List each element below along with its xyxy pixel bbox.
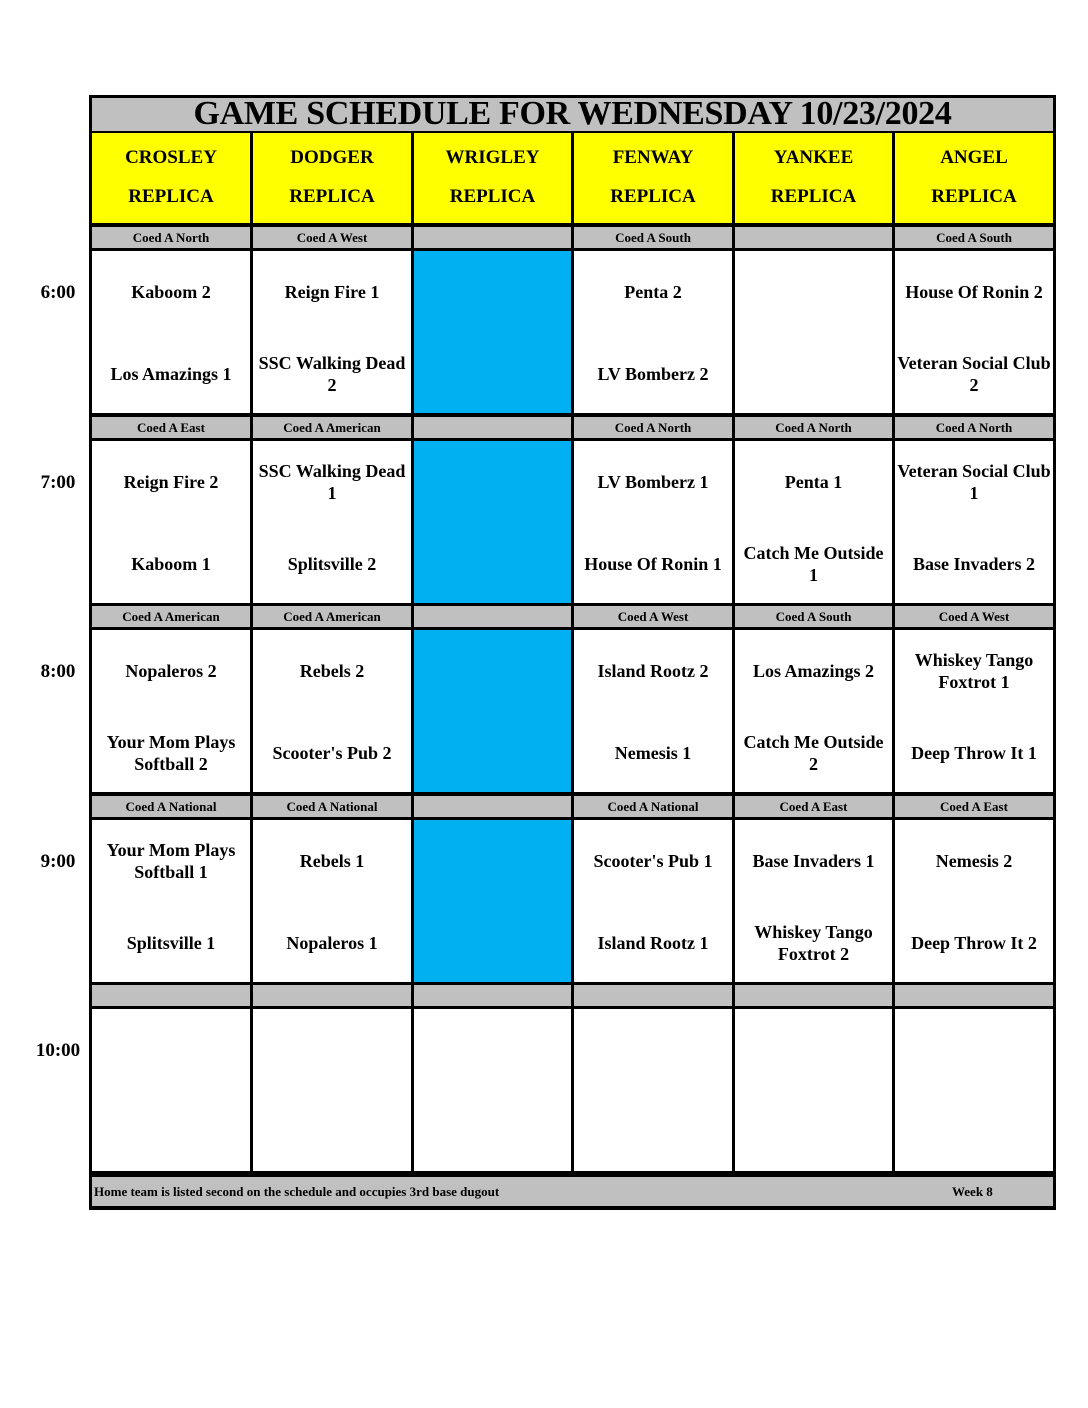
division-label: Coed A South [735,606,892,627]
game-cell [895,251,1053,413]
game-cell [92,820,250,982]
time-label: 6:00 [40,282,76,303]
away-team: Penta 1 [784,472,843,493]
division-label: Coed A East [735,796,892,817]
division-label: Coed A South [895,227,1053,248]
game-cell [574,441,732,603]
game-cell [735,251,892,413]
home-team: Nopaleros 1 [286,933,378,954]
game-cell [895,820,1053,982]
division-label [574,985,732,1006]
away-team: Veteran Social Club 1 [897,461,1051,503]
game-cell [574,630,732,792]
field-subtitle: REPLICA [931,185,1017,207]
game-cell [414,1009,571,1171]
home-team: Splitsville 2 [287,554,377,575]
closed-field-block [414,441,571,603]
game-cell [253,1009,411,1171]
field-subtitle: REPLICA [289,185,375,207]
game-cell [574,1009,732,1171]
away-team [895,1015,1053,1087]
footer-bar [92,1177,1053,1206]
field-name: DODGER [290,147,374,168]
away-team: Nemesis 2 [935,851,1013,872]
game-cell [574,251,732,413]
home-team: Island Rootz 1 [597,933,709,954]
away-team: Reign Fire 2 [123,472,219,493]
division-label [414,796,571,817]
division-label: Coed A East [92,417,250,438]
division-label [414,985,571,1006]
division-label [414,417,571,438]
game-cell [253,441,411,603]
game-cell [735,820,892,982]
home-team: LV Bomberz 2 [597,364,709,385]
division-label: Coed A West [253,227,411,248]
field-header-yankee [735,133,892,223]
away-team [253,1015,411,1087]
home-team [895,1093,1053,1173]
home-team [574,1093,732,1173]
home-team: SSC Walking Dead 2 [258,353,406,395]
game-cell [92,1009,250,1171]
home-team: Splitsville 1 [126,933,216,954]
field-header-angel [895,133,1053,223]
home-team: Los Amazings 1 [110,364,232,385]
game-cell [92,630,250,792]
game-cell [895,1009,1053,1171]
field-subtitle: REPLICA [770,185,857,207]
division-label [414,606,571,627]
division-label: Coed A North [895,417,1053,438]
away-team: House Of Ronin 2 [905,282,1043,303]
division-label: Coed A North [92,227,250,248]
division-label: Coed A West [574,606,732,627]
home-team: Kaboom 1 [131,554,211,575]
game-cell [735,441,892,603]
away-team: Reign Fire 1 [284,282,380,303]
division-label: Coed A American [253,417,411,438]
home-team: Your Mom Plays Softball 2 [106,732,236,774]
home-team: Scooter's Pub 2 [272,743,392,764]
away-team [735,1015,892,1087]
field-subtitle: REPLICA [128,185,214,207]
division-label [92,985,250,1006]
away-team: Penta 2 [624,282,682,303]
division-label: Coed A American [253,606,411,627]
away-team: Rebels 1 [299,851,365,872]
field-header-wrigley [414,133,571,223]
footer-note: Home team is listed second on the schedule and occupies 3rd base dugout [94,1183,500,1199]
time-label: 9:00 [40,851,76,872]
away-team [735,257,892,329]
page-title: GAME SCHEDULE FOR WEDNESDAY 10/23/2024 [92,98,1053,131]
away-team [92,1015,250,1087]
game-cell [735,630,892,792]
away-team: LV Bomberz 1 [597,472,709,493]
time-label: 10:00 [35,1040,81,1061]
game-cell [895,441,1053,603]
division-label [253,985,411,1006]
home-team [735,1093,892,1173]
field-name: ANGEL [940,147,1008,168]
field-name: WRIGLEY [445,147,540,168]
field-header-fenway [574,133,732,223]
away-team: Rebels 2 [299,661,365,682]
home-team: Deep Throw It 1 [911,743,1037,764]
home-team: Deep Throw It 2 [911,933,1037,954]
field-subtitle: REPLICA [449,185,536,207]
schedule-table [89,95,1056,1210]
home-team: Catch Me Outside 1 [743,543,884,585]
time-label: 8:00 [40,661,76,682]
division-label: Coed A National [574,796,732,817]
home-team: Veteran Social Club 2 [897,353,1051,395]
time-label: 7:00 [40,472,76,493]
game-cell [574,820,732,982]
home-team [92,1093,250,1173]
game-cell [253,251,411,413]
home-team [253,1093,411,1173]
game-cell [735,1009,892,1171]
closed-field-block [414,251,571,413]
away-team [574,1015,732,1087]
game-cell [253,820,411,982]
home-team: Nemesis 1 [614,743,692,764]
field-subtitle: REPLICA [610,185,696,207]
away-team: Nopaleros 2 [125,661,217,682]
away-team: Your Mom Plays Softball 1 [106,840,236,882]
division-label [895,985,1053,1006]
game-cell [92,251,250,413]
week-label: Week 8 [952,1183,993,1199]
division-label: Coed A American [92,606,250,627]
home-team: Catch Me Outside 2 [743,732,884,774]
away-team: Scooter's Pub 1 [593,851,713,872]
closed-field-block [414,820,571,982]
division-label: Coed A West [895,606,1053,627]
game-cell [253,630,411,792]
division-label: Coed A National [253,796,411,817]
division-label: Coed A East [895,796,1053,817]
home-team [735,335,892,415]
division-label: Coed A National [92,796,250,817]
away-team: SSC Walking Dead 1 [258,461,406,503]
away-team: Los Amazings 2 [752,661,875,682]
field-name: CROSLEY [125,147,217,168]
division-label: Coed A North [574,417,732,438]
field-header-crosley [92,133,250,223]
field-header-dodger [253,133,411,223]
away-team: Island Rootz 2 [597,661,709,682]
away-team [414,1015,571,1087]
field-name: YANKEE [773,147,854,168]
division-label [414,227,571,248]
game-cell [895,630,1053,792]
home-team: Base Invaders 2 [912,554,1035,575]
away-team: Whiskey Tango Foxtrot 1 [914,650,1034,692]
division-label: Coed A North [735,417,892,438]
home-team: Whiskey Tango Foxtrot 2 [754,922,873,964]
away-team: Base Invaders 1 [752,851,875,872]
game-cell [92,441,250,603]
closed-field-block [414,630,571,792]
home-team [414,1093,571,1173]
division-label [735,227,892,248]
division-label: Coed A South [574,227,732,248]
home-team: House Of Ronin 1 [584,554,722,575]
division-label [735,985,892,1006]
away-team: Kaboom 2 [131,282,211,303]
field-name: FENWAY [612,147,694,168]
